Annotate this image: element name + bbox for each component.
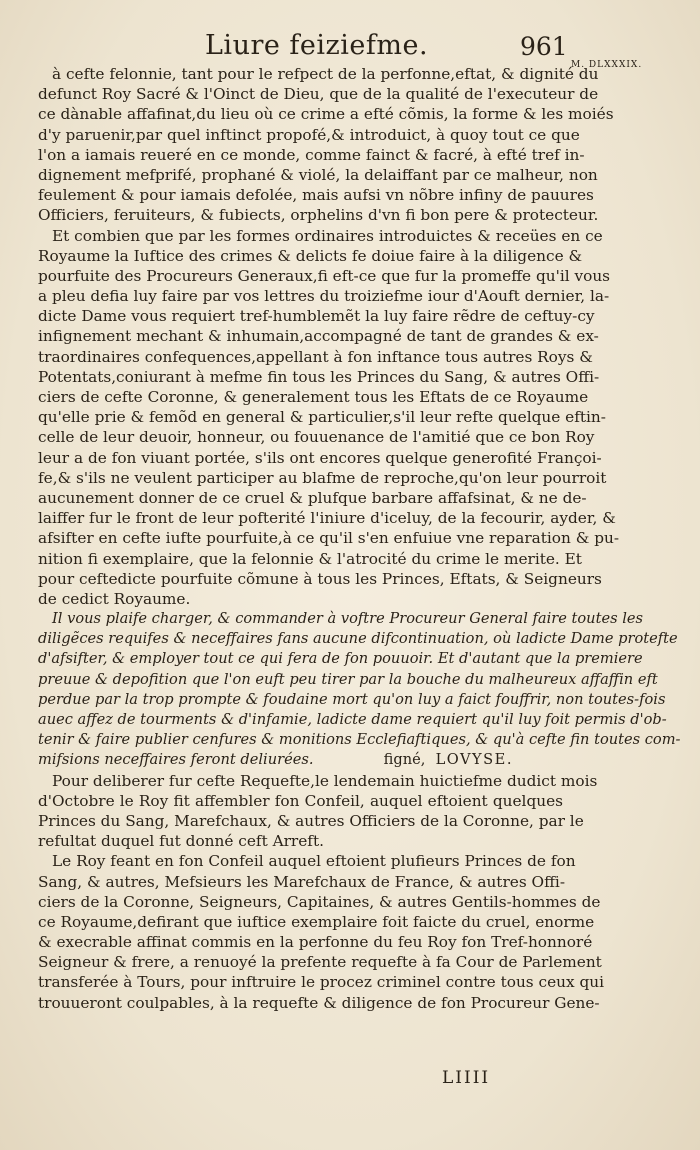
paragraph bbox=[38, 64, 614, 226]
text-line: trouueront coulpables, à la requefte & diligence de fon Procureur Gene- bbox=[38, 993, 600, 1012]
text-line: de cedict Royaume. bbox=[38, 589, 191, 608]
text-line: mifsions neceffaires feront deliurées. bbox=[38, 751, 314, 769]
text-line: ciers de la Coronne, Seigneurs, Capitaines, & autres Gentils-hommes de bbox=[38, 892, 601, 911]
text-line: defunct Roy Sacré & l'Oinct de Dieu, que de la qualité de l'executeur de bbox=[38, 85, 599, 104]
text-line: qu'elle prie & femõd en general & particulier,s'il leur refte quelque eftin- bbox=[38, 408, 606, 427]
text-line: dicte Dame vous requiert tref-humblemẽt la luy faire rẽdre de ceftuy-cy bbox=[38, 307, 595, 326]
text-line: Princes du Sang, Marefchaux, & autres Officiers de la Coronne, par le bbox=[38, 811, 584, 830]
paragraph bbox=[38, 771, 598, 852]
text-line: d'Octobre le Roy fit affembler fon Confeil, auquel eftoient quelques bbox=[38, 791, 563, 810]
signature-mark: LIIII bbox=[442, 1068, 491, 1088]
paragraph bbox=[38, 609, 681, 771]
text-line: Et combien que par les formes ordinaires introduictes & receües en ce bbox=[52, 226, 603, 245]
margin-date: M. DLXXXIX. bbox=[571, 60, 643, 70]
text-line: Royaume la Iuftice des crimes & delicts fe doiue faire à la diligence & bbox=[38, 246, 583, 265]
text-line: nition fi exemplaire, que la felonnie & l'atrocité du crime le merite. Et bbox=[38, 549, 582, 568]
text-line: Il vous plaife charger, & commander à voftre Procureur General faire toutes les bbox=[52, 610, 643, 628]
text-line: d'y paruenir,par quel inftinct propofé,& introduict, à quoy tout ce que bbox=[38, 125, 580, 144]
text-line: afsifter en cefte iufte pourfuite,à ce qu'il s'en enfuiue vne reparation & pu- bbox=[38, 529, 620, 548]
text-line: infignement mechant & inhumain,accompagné de tant de grandes & ex- bbox=[38, 327, 599, 346]
text-line: & execrable affinat commis en la perfonne du feu Roy fon Tref-honnoré bbox=[38, 933, 593, 952]
text-line: leur a de fon viuant portée, s'ils ont encores quelque generofité Françoi- bbox=[38, 448, 602, 467]
paragraph bbox=[38, 226, 620, 610]
signature-row bbox=[38, 750, 563, 770]
text-line: l'on a iamais reueré en ce monde, comme fainct & facré, à efté tref in- bbox=[38, 145, 585, 164]
text-line: dignement mefprifé, prophané & violé, la delaiffant par ce malheur, non bbox=[38, 165, 598, 184]
page-number: 961 bbox=[520, 32, 568, 61]
text-line: traordinaires confequences,appellant à fon inftance tous autres Roys & bbox=[38, 347, 593, 366]
text-line: ce dànable affafinat,du lieu où ce crime a efté cõmis, la forme & les moiés bbox=[38, 105, 614, 124]
text-line: auec affez de tourments & d'infamie, ladicte dame requiert qu'il luy foit permis d'ob- bbox=[38, 711, 667, 728]
text-line: laiffer fur le front de leur pofterité l'iniure d'iceluy, de la fecourir, ayder, & bbox=[38, 509, 616, 528]
text-line: refultat duquel fut donné ceft Arreft. bbox=[38, 832, 324, 851]
text-line: Potentats,coniurant à mefme fin tous les Princes du Sang, & autres Offi- bbox=[38, 367, 600, 386]
text-line: diligẽces requifes & neceffaires fans aucune difcontinuation, où ladicte Dame protefte bbox=[38, 630, 678, 648]
signatory-name: LOVYSE. bbox=[435, 751, 513, 769]
text-line: feulement & pour iamais defolée, mais aufsi vn nõbre infiny de pauures bbox=[38, 186, 594, 205]
running-title: Liure feiziefme. bbox=[205, 30, 429, 61]
paragraph bbox=[38, 851, 604, 1013]
text-line: tenir & faire publier cenfures & monitions Ecclefiaftiques, & qu'à cefte fin toutes com- bbox=[38, 731, 681, 749]
text-line: à cefte felonnie, tant pour le refpect de la perfonne,eftat, & dignité du bbox=[52, 65, 599, 83]
text-line: ciers de cefte Coronne, & generalement tous les Eftats de ce Royaume bbox=[38, 388, 589, 406]
text-line: Le Roy feant en fon Confeil auquel eftoient plufieurs Princes de fon bbox=[52, 852, 576, 871]
text-line: Seigneur & frere, a renuoyé la prefente requefte à fa Cour de Parlement bbox=[38, 953, 602, 972]
text-line: ce Royaume,defirant que iuftice exemplaire foit faicte du cruel, enorme bbox=[38, 912, 595, 931]
text-line: pourfuite des Procureurs Generaux,fi eft-ce que fur la promeffe qu'il vous bbox=[38, 266, 611, 285]
text-line: Officiers, feruiteurs, & fubiects, orphelins d'vn fi bon pere & protecteur. bbox=[38, 206, 599, 225]
page-header bbox=[0, 28, 700, 68]
text-line: transferée à Tours, pour inftruire le procez criminel contre tous ceux qui bbox=[38, 973, 604, 992]
text-line: Pour deliberer fur cefte Requefte,le lendemain huictiefme dudict mois bbox=[52, 771, 598, 790]
text-line: pour ceftedicte pourfuite cõmune à tous les Princes, Eftats, & Seigneurs bbox=[38, 569, 602, 588]
text-line: a pleu defia luy faire par vos lettres du troiziefme iour d'Aouft dernier, la- bbox=[38, 287, 610, 306]
text-line: Sang, & autres, Mefsieurs les Marefchaux de France, & autres Offi- bbox=[38, 872, 565, 891]
text-line: fe,& s'ils ne veulent participer au blafme de reproche,qu'on leur pourroit bbox=[38, 468, 607, 487]
text-line: celle de leur deuoir, honneur, ou fouuenance de l'amitié que ce bon Roy bbox=[38, 428, 595, 447]
text-line: preuue & depofition que l'on euft peu tirer par la bouche du malheureux affaffin eft bbox=[38, 670, 658, 688]
text-line: aucunement donner de ce cruel & plufque barbare affafsinat, & ne de- bbox=[38, 488, 587, 507]
text-line: d'afsifter, & employer tout ce qui fera de fon pouuoir. Et d'autant que la premiere bbox=[38, 650, 643, 668]
signature-label: figné, bbox=[383, 751, 426, 769]
text-line: perdue par la trop prompte & foudaine mort qu'on luy a faict fouffrir, non toutes-fois bbox=[38, 690, 666, 708]
